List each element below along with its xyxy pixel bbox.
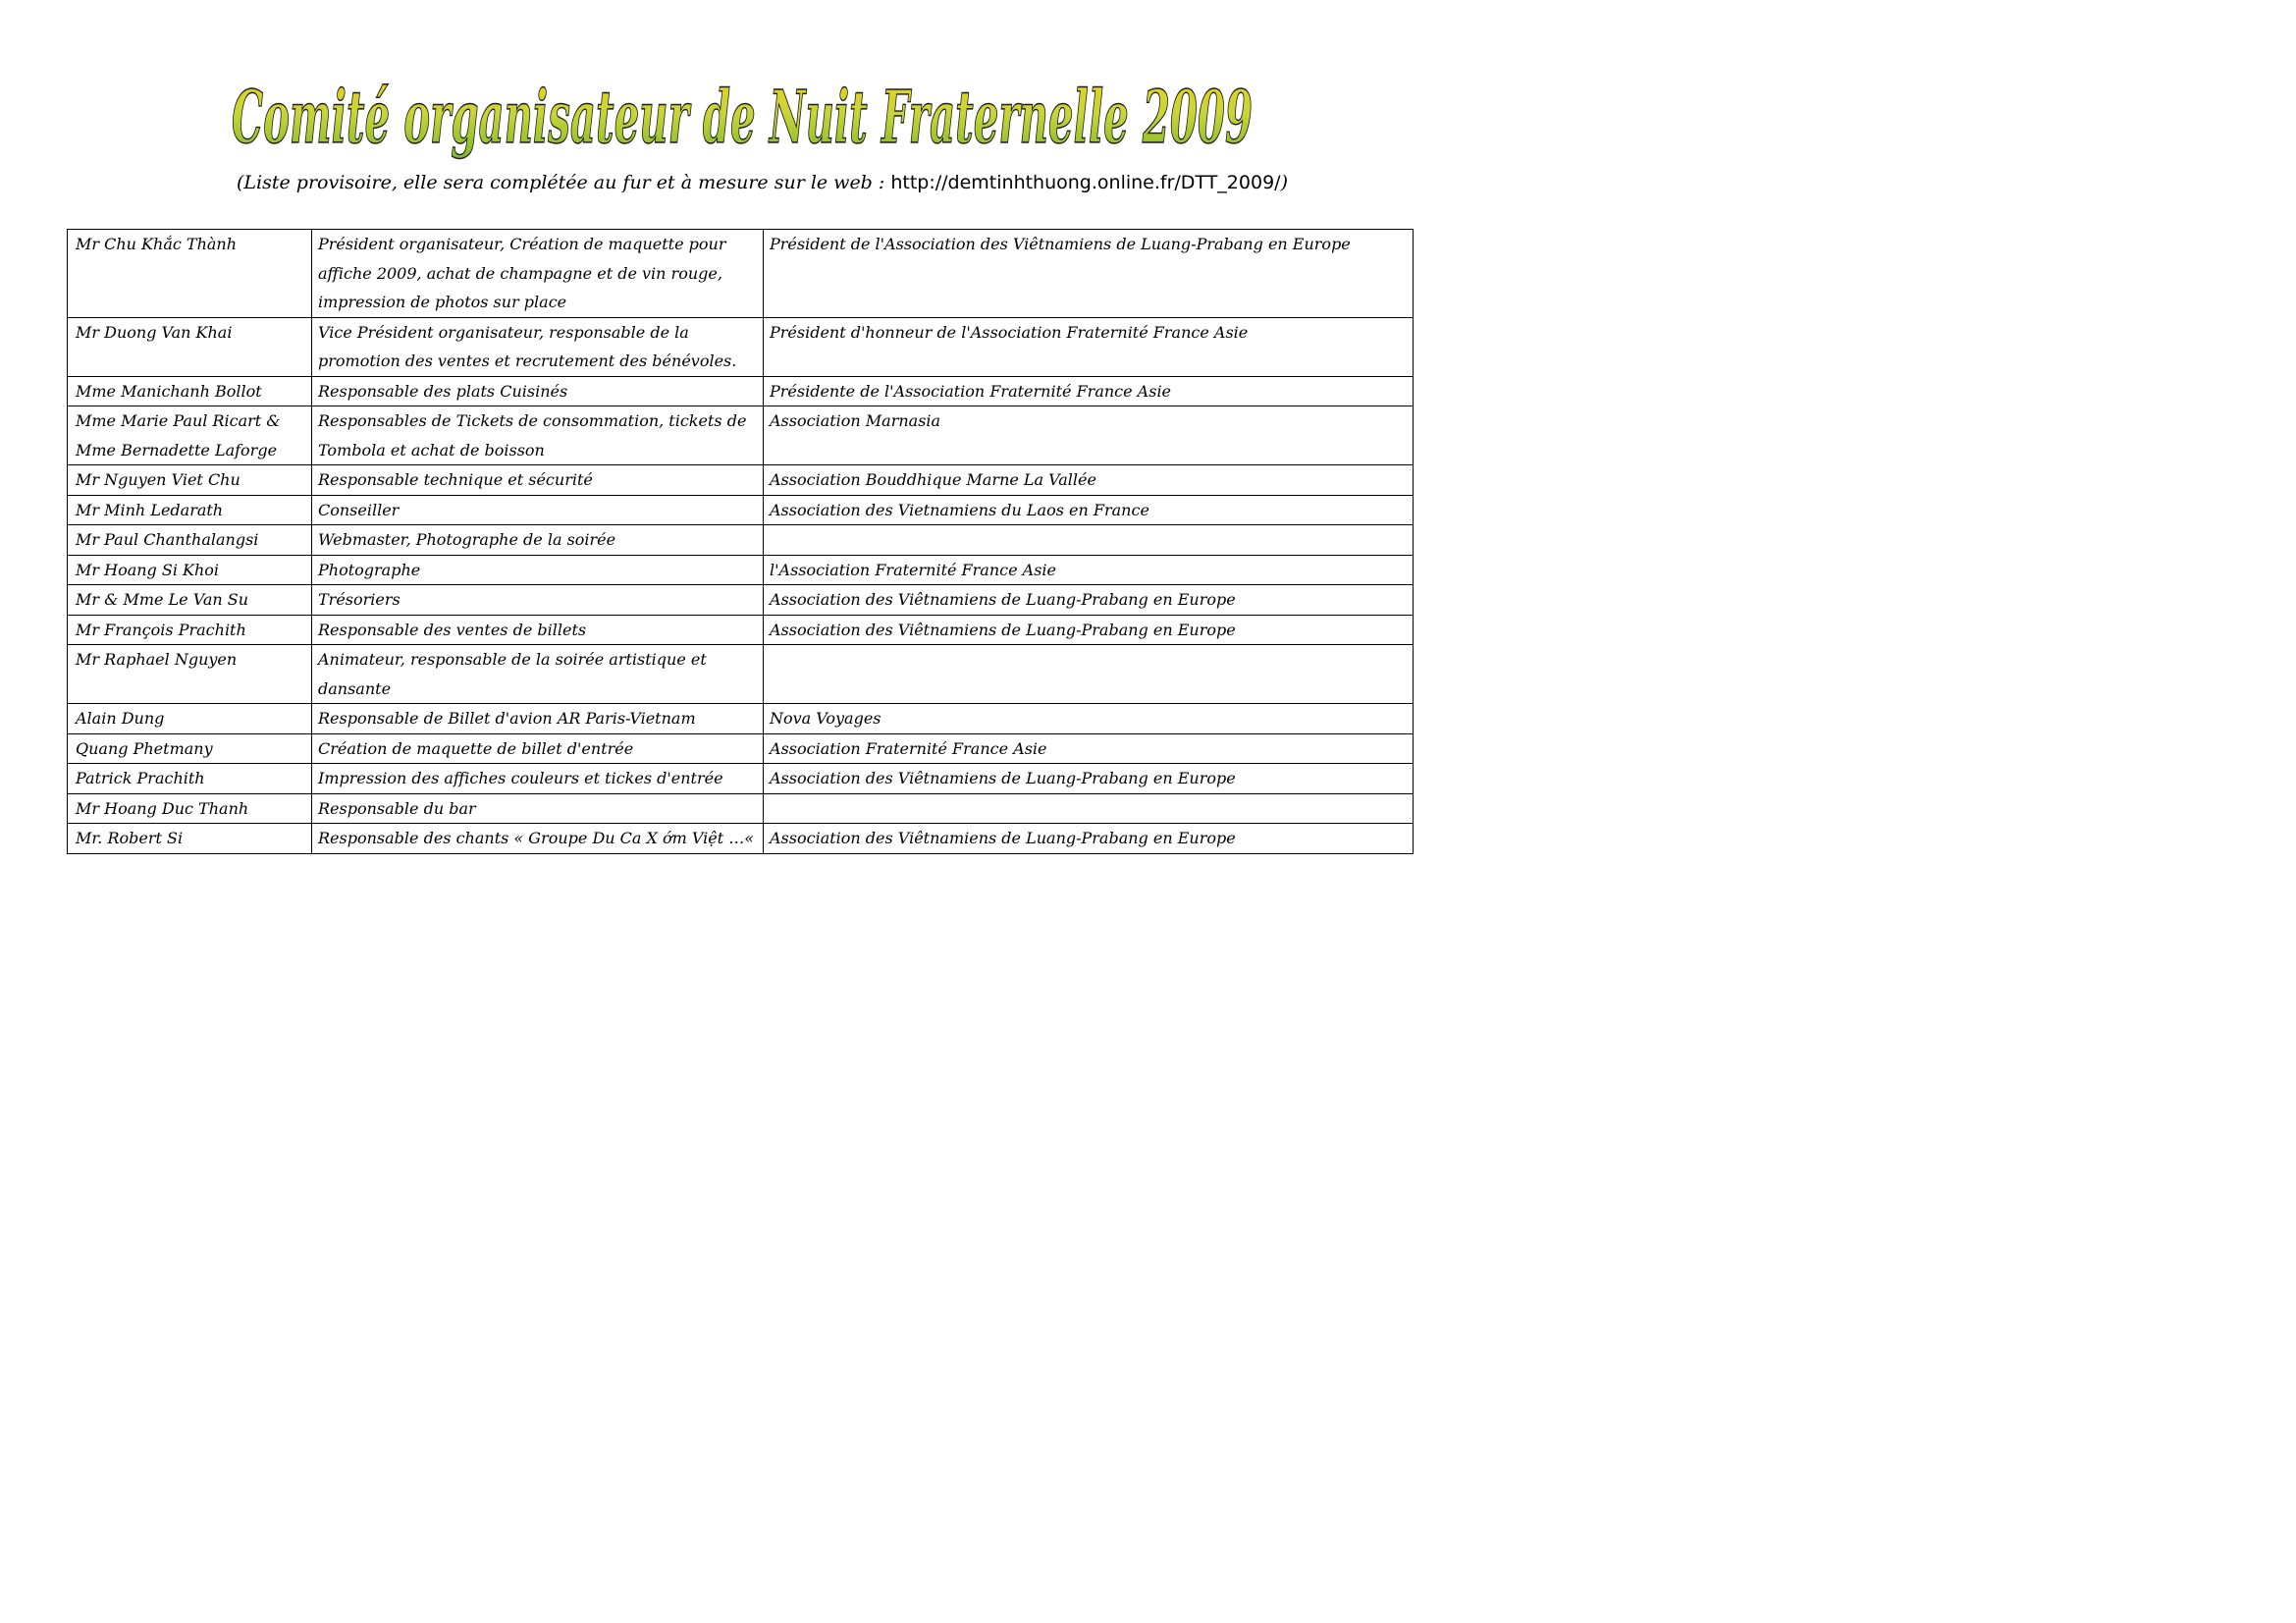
member-association: Association des Viêtnamiens de Luang-Prabang en Europe xyxy=(764,824,1414,854)
title-text: Comité organisateur de Nuit Fraternelle 2009 xyxy=(232,76,1253,160)
member-name: Mr Hoang Duc Thanh xyxy=(68,793,312,824)
table-row xyxy=(68,793,1414,824)
member-name: Mr Chu Khắc Thành xyxy=(68,230,312,318)
table-row xyxy=(68,465,1414,496)
table-row xyxy=(68,585,1414,616)
table-row xyxy=(68,645,1414,704)
member-association xyxy=(764,793,1414,824)
committee-table xyxy=(67,229,1414,854)
member-role: Responsable des chants « Groupe Du Ca X ớm Việt …« xyxy=(312,824,764,854)
member-role: Responsable des plats Cuisinés xyxy=(312,376,764,406)
member-role: Responsable de Billet d'avion AR Paris-Vietnam xyxy=(312,704,764,734)
member-name: Mr Hoang Si Khoi xyxy=(68,555,312,585)
page-title xyxy=(0,59,1524,177)
member-name: Mr François Prachith xyxy=(68,615,312,645)
member-role: Responsable des ventes de billets xyxy=(312,615,764,645)
member-association: Association Bouddhique Marne La Vallée xyxy=(764,465,1414,496)
member-association: Association des Viêtnamiens de Luang-Prabang en Europe xyxy=(764,764,1414,794)
member-name: Mr. Robert Si xyxy=(68,824,312,854)
table-row xyxy=(68,230,1414,318)
subtitle-close: ) xyxy=(1280,172,1288,193)
table-row xyxy=(68,376,1414,406)
member-association: Association Marnasia xyxy=(764,406,1414,465)
table-row xyxy=(68,824,1414,854)
member-role: Responsables de Tickets de consommation, tickets de Tombola et achat de boisson xyxy=(312,406,764,465)
title-wordart xyxy=(0,59,1524,177)
member-name: Mr Minh Ledarath xyxy=(68,495,312,525)
member-association xyxy=(764,525,1414,556)
member-role: Vice Président organisateur, responsable de la promotion des ventes et recrutement des bénévoles. xyxy=(312,317,764,376)
member-association: Présidente de l'Association Fraternité France Asie xyxy=(764,376,1414,406)
member-name: Mr Nguyen Viet Chu xyxy=(68,465,312,496)
table-row xyxy=(68,317,1414,376)
member-name: Quang Phetmany xyxy=(68,733,312,764)
member-association: Association des Viêtnamiens de Luang-Prabang en Europe xyxy=(764,615,1414,645)
table-row xyxy=(68,555,1414,585)
member-role: Création de maquette de billet d'entrée xyxy=(312,733,764,764)
member-name: Alain Dung xyxy=(68,704,312,734)
member-name: Mme Manichanh Bollot xyxy=(68,376,312,406)
subtitle-note: (Liste provisoire, elle sera complétée au fur et à mesure sur le web : xyxy=(237,172,891,193)
member-association: Association des Viêtnamiens de Luang-Prabang en Europe xyxy=(764,585,1414,616)
member-association xyxy=(764,645,1414,704)
member-role: Animateur, responsable de la soirée artistique et dansante xyxy=(312,645,764,704)
member-association: l'Association Fraternité France Asie xyxy=(764,555,1414,585)
member-role: Conseiller xyxy=(312,495,764,525)
member-role: Président organisateur, Création de maquette pour affiche 2009, achat de champagne et de vin rouge, impression de photos sur place xyxy=(312,230,764,318)
member-name: Mr Raphael Nguyen xyxy=(68,645,312,704)
member-role: Impression des affiches couleurs et tickes d'entrée xyxy=(312,764,764,794)
member-role: Responsable du bar xyxy=(312,793,764,824)
member-name: Patrick Prachith xyxy=(68,764,312,794)
member-role: Trésoriers xyxy=(312,585,764,616)
table-row xyxy=(68,406,1414,465)
member-name: Mme Marie Paul Ricart & Mme Bernadette Laforge xyxy=(68,406,312,465)
table-row xyxy=(68,615,1414,645)
member-association: Nova Voyages xyxy=(764,704,1414,734)
member-role: Responsable technique et sécurité xyxy=(312,465,764,496)
member-role: Photographe xyxy=(312,555,764,585)
member-name: Mr & Mme Le Van Su xyxy=(68,585,312,616)
member-association: Président d'honneur de l'Association Fraternité France Asie xyxy=(764,317,1414,376)
member-name: Mr Duong Van Khai xyxy=(68,317,312,376)
table-row xyxy=(68,764,1414,794)
table-row xyxy=(68,495,1414,525)
member-name: Mr Paul Chanthalangsi xyxy=(68,525,312,556)
member-association: Association Fraternité France Asie xyxy=(764,733,1414,764)
table-row xyxy=(68,525,1414,556)
table-row xyxy=(68,704,1414,734)
member-role: Webmaster, Photographe de la soirée xyxy=(312,525,764,556)
member-association: Président de l'Association des Viêtnamiens de Luang-Prabang en Europe xyxy=(764,230,1414,318)
member-association: Association des Vietnamiens du Laos en France xyxy=(764,495,1414,525)
table-row xyxy=(68,733,1414,764)
website-link[interactable]: http://demtinhthuong.online.fr/DTT_2009/ xyxy=(890,172,1281,193)
subtitle xyxy=(0,170,1524,195)
